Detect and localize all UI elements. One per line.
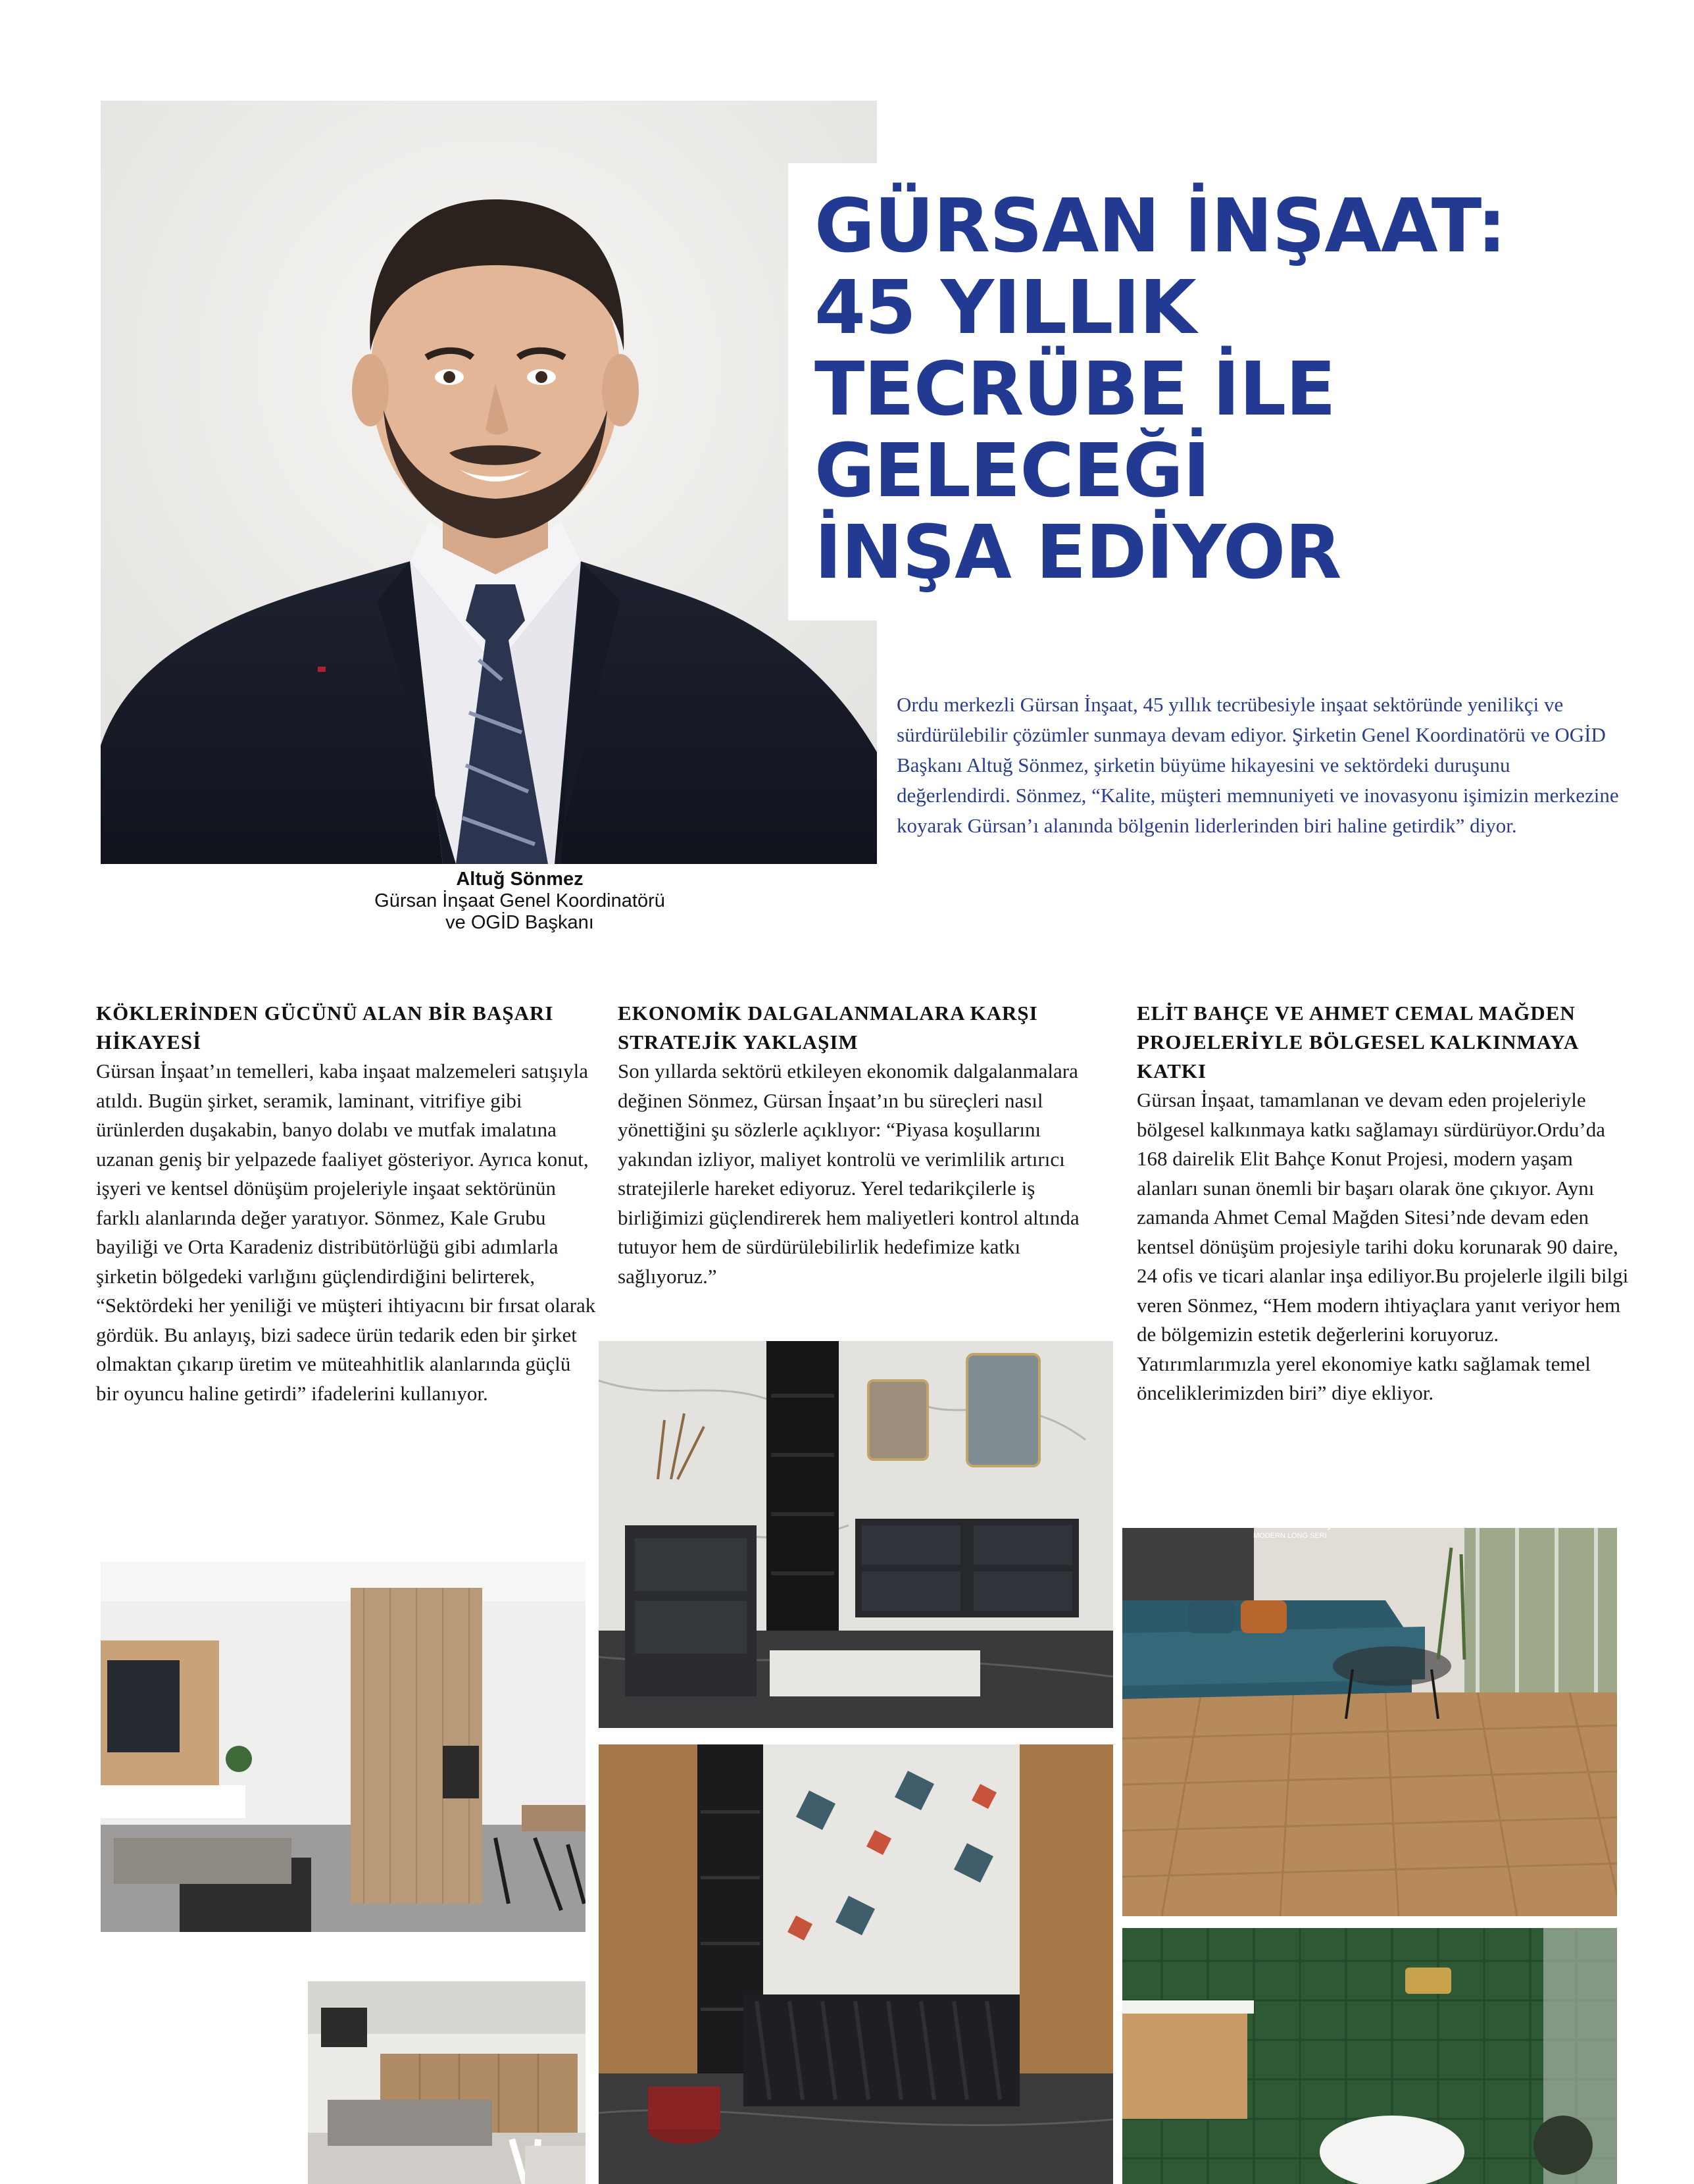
portrait-photo [101, 101, 877, 864]
caption-title: ve OGİD Başkanı [445, 912, 594, 933]
headline-line: TECRÜBE İLE [814, 347, 1335, 432]
section-body: Gürsan İnşaat’ın temelleri, kaba inşaat malzemeleri satışıyla atıldı. Bugün şirket, seramik, laminant, vitrifiye gibi ürünlerden duşakabin, banyo dolabı ve mutfak imalatına uzanan geniş bir yelpazede faaliyet gösteriyor. Ayrıca konut, işyeri ve kentsel dönüşüm projeleriyle inşaat sektörünün farklı alanlarında değer yaratıyor. Sönmez, Kale Grubu bayiliği ve Orta Karadeniz distribütörlüğü gibi adımlarla şirketin bölgedeki varlığını güçlendirdiğini belirterek, “Sektördeki her yeniliği ve müşteri ihtiyacını bir fırsat olarak gördük. Bu anlayış, bizi sadece ürün tedarik eden bir şirket olmaktan çıkarıp üretim ve müteahhitlik alanlarında güçlü bir oyuncu haline getirdi” ifadelerini kullanıyor. [96, 1059, 596, 1405]
floor-code: 722 [1253, 1495, 1280, 1513]
living-room-photo [101, 1562, 585, 1932]
column-1 [96, 999, 596, 1408]
bathroom-console-photo [599, 1744, 1113, 2184]
section-heading: KÖKLERİNDEN GÜCÜNÜ ALAN BİR BAŞARI HİKAYESİ [96, 1002, 554, 1054]
article-headline [814, 186, 1670, 594]
portrait-illustration [101, 101, 877, 864]
section-body: Son yıllarda sektörü etkileyen ekonomik dalgalanmalara değinen Sönmez, Gürsan İnşaat’ın bu süreçleri nasıl yönettiğini şu sözlerle açıklıyor: “Piyasa koşullarını yakından izliyor, maliyet kontrolü ve verimlilik artırıcı stratejilerle hareket ediyoruz. Yerel tedarikçilerle iş birliğimizi güçlendirerek hem maliyetleri kontrol altında tutuyor hem de sürdürülebilirlik hedefimize katkı sağlıyoruz.” [618, 1059, 1080, 1288]
green-bathroom-photo [1122, 1928, 1617, 2184]
headline-line: İNŞA EDİYOR [814, 510, 1341, 596]
caption-name: Altuğ Sönmez [456, 869, 584, 890]
caption-title: Gürsan İnşaat Genel Koordinatörü [374, 890, 665, 911]
kitchen-photo [308, 1981, 585, 2184]
floor-series: MODERN LONG SERİ [1253, 1532, 1327, 1540]
section-heading: EKONOMİK DALGALANMALARA KARŞI STRATEJİK YAKLAŞIM [618, 1002, 1038, 1054]
column-3 [1137, 999, 1637, 1408]
floor-name: Balkan Meşe [1253, 1513, 1341, 1530]
article-lead: Ordu merkezli Gürsan İnşaat, 45 yıllık tecrübesiyle inşaat sektöründe yenilikçi ve sürdürülebilir çözümler sunmaya devam ediyor. Şirketin Genel Koordinatörü ve OGİD Başkanı Altuğ Sönmez, şirketin büyüme hikayesini ve sektördeki duruşunu değerlendirdi. Sönmez, “Kalite, müşteri memnuniyeti ve inovasyonu işimizin merkezine koyarak Gürsan’ı alanında bölgenin liderlerinden biri haline getirdik” diyor. [897, 693, 1619, 837]
headline-line: GELECEĞİ [814, 428, 1210, 514]
flooring-sofa-photo [1122, 1528, 1617, 1916]
section-body: Gürsan İnşaat, tamamlanan ve devam eden projeleriyle bölgesel kalkınmaya katkı sağlamayı sürdürüyor.Ordu’da 168 dairelik Elit Bahçe Konut Projesi, modern yaşam alanları sunan önemli bir başarı olarak öne çıkıyor. Aynı zamanda Ahmet Cemal Mağden Sitesi’nde devam eden kentsel dönüşüm projesiyle tarihi doku korunarak 90 daire, 24 ofis ve ticari alanlar inşa ediliyor.Bu projelerle ilgili bilgi veren Sönmez, “Hem modern ihtiyaçlara yanıt veriyor hem de bölgemizin estetik değerlerini koruyoruz. Yatırımlarımızla yerel ekonomiye katkı sağlamak temel önceliklerimizden biri” diye ekliyor. [1137, 1088, 1629, 1404]
column-2 [618, 999, 1118, 1291]
floor-product-tag [1253, 1495, 1358, 1541]
headline-line: 45 YILLIK [814, 265, 1196, 351]
section-heading: ELİT BAHÇE VE AHMET CEMAL MAĞDEN PROJELERİYLE BÖLGESEL KALKINMAYA KATKI [1137, 1002, 1578, 1082]
bathroom-vanity-photo [599, 1341, 1113, 1728]
headline-line: GÜRSAN İNŞAAT: [814, 184, 1506, 269]
portrait-caption [316, 869, 724, 934]
